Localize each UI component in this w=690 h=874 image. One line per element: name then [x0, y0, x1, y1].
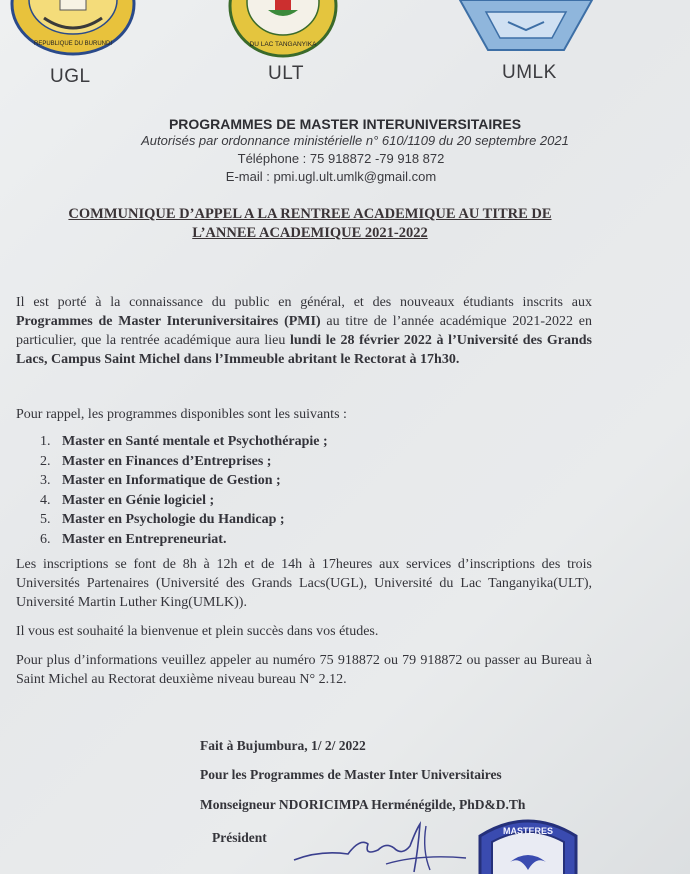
list-item-label: Master en Psychologie du Handicap ;	[62, 512, 285, 528]
list-item-label: Master en Finances d’Entreprises ;	[62, 453, 272, 469]
intro-text-2: au titre de l’année académique 2021-2022 en particulier, que la rentrée académique aura lieu	[16, 314, 593, 348]
list-item-label: Master en Informatique de Gestion ;	[62, 473, 281, 489]
signatory-organization: Pour les Programmes de Master Inter Universitaires	[200, 767, 502, 782]
list-item-number: 1.	[40, 434, 51, 449]
rappel-paragraph: Pour rappel, les programmes disponibles sont les suivants :	[16, 407, 347, 422]
ugl-label: UGL	[50, 66, 91, 87]
inscriptions-paragraph: Les inscriptions se font de 8h à 12h et de 14h à 17heures aux services d’inscriptions des trois Universités Partenaires (Université des Grands Lacs(UGL), Université du Lac Tanganyika(ULT), Université Martin Luther King(UMLK)).	[16, 557, 592, 610]
list-item-number: 5.	[40, 512, 51, 528]
ugl-seal-text: REPUBLIQUE DU BURUNDI	[33, 41, 113, 47]
list-item-label: Master en Entrepreneuriat.	[62, 531, 227, 547]
intro-paragraph	[16, 293, 592, 369]
header-email: E-mail : pmi.ugl.ult.umlk@gmail.com	[225, 169, 437, 184]
list-item-label: Master en Génie logiciel ;	[62, 492, 215, 508]
welcome-paragraph: Il vous est souhaité la bienvenue et plein succès dans vos études.	[16, 624, 379, 639]
list-item-number: 4.	[40, 492, 51, 508]
list-item-label: Master en Santé mentale et Psychothérapie ;	[62, 434, 328, 449]
place-date: Fait à Bujumbura, 1/ 2/ 2022	[200, 738, 366, 753]
list-item	[40, 491, 328, 511]
intro-bold-2: lundi le 28 février 2022 à l’Université des Grands Lacs, Campus Saint Michel dans l’Immeuble abritant le Rectorat à 17h30.	[16, 333, 592, 367]
stamp-text: MASTERES	[502, 826, 554, 836]
intro-text-1: Il est porté à la connaissance du public en général, et des nouveaux étudiants inscrits aux	[16, 295, 592, 310]
ult-label: ULT	[268, 63, 304, 84]
header-authorization: Autorisés par ordonnance ministérielle n° 610/1109 du 20 septembre 2021	[141, 133, 569, 148]
list-item	[40, 530, 328, 550]
ult-seal-logo	[228, 0, 338, 58]
umlk-logo	[456, 0, 596, 58]
program-list	[40, 432, 328, 550]
list-item-number: 3.	[40, 473, 51, 489]
list-item-number: 6.	[40, 531, 51, 547]
header-phone: Téléphone : 75 918872 -79 918 872	[237, 151, 445, 166]
ult-seal-text: DU LAC TANGANYIKA	[249, 41, 317, 48]
signatory-name: Monseigneur NDORICIMPA Herménégilde, PhD&D.Th	[200, 797, 526, 812]
logo-row	[0, 0, 690, 92]
communique-title-line1: COMMUNIQUE D’APPEL A LA RENTREE ACADEMIQUE AU TITRE DE	[68, 206, 552, 222]
list-item	[40, 510, 328, 530]
communique-title-line2: L’ANNEE ACADEMIQUE 2021-2022	[192, 225, 428, 241]
list-item	[40, 471, 328, 491]
list-item-number: 2.	[40, 453, 51, 469]
masteres-stamp	[470, 812, 586, 874]
ugl-seal-logo	[10, 0, 136, 56]
umlk-label: UMLK	[502, 62, 557, 83]
list-item	[40, 452, 328, 472]
handwritten-signature	[290, 820, 470, 874]
signatory-role: Président	[212, 830, 267, 845]
info-paragraph: Pour plus d’informations veuillez appeler au numéro 75 918872 ou 79 918872 ou passer au Bureau à Saint Michel au Rectorat deuxième niveau bureau N° 2.12.	[16, 653, 592, 687]
list-item	[40, 432, 328, 452]
intro-bold-1: Programmes de Master Interuniversitaires (PMI)	[16, 314, 321, 329]
communique-title	[30, 205, 590, 243]
header-title: PROGRAMMES DE MASTER INTERUNIVERSITAIRES	[168, 116, 522, 132]
